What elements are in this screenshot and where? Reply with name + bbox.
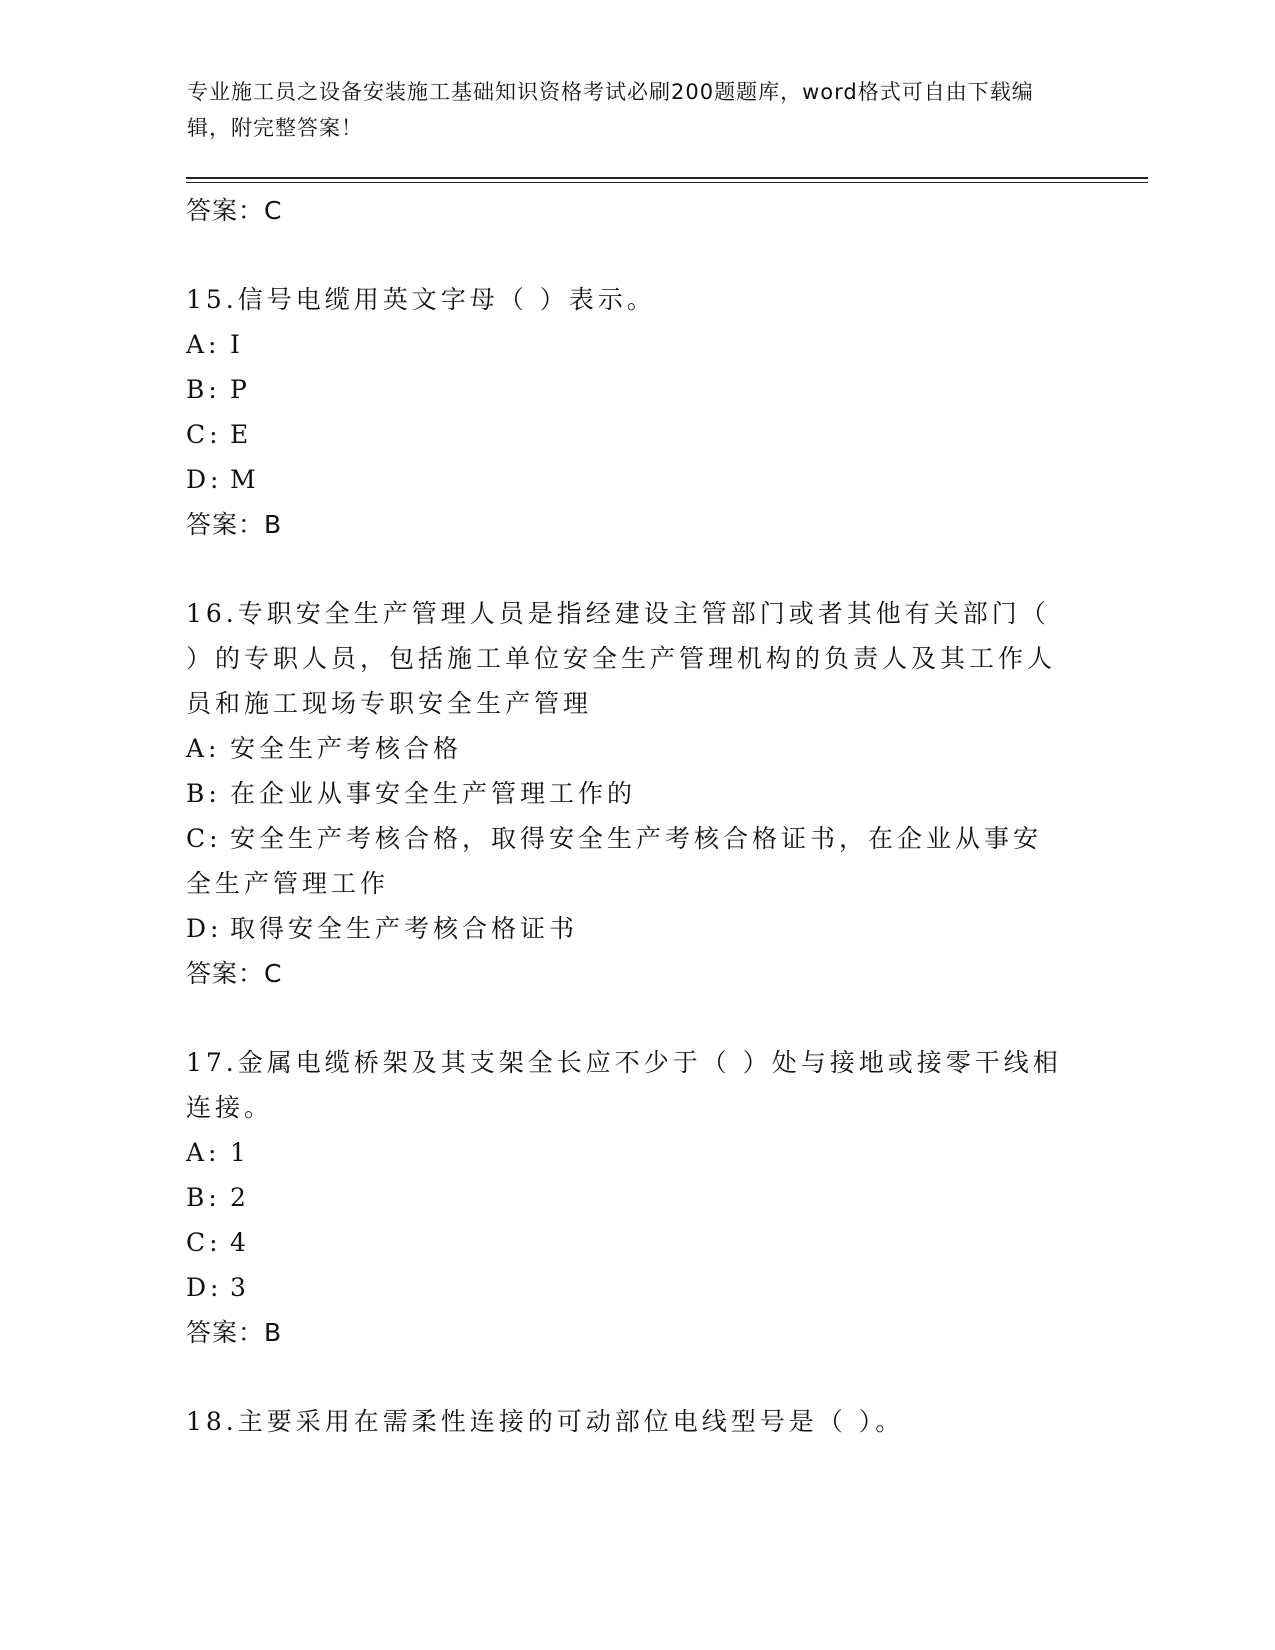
option-c [186,412,1066,457]
question-text: 17.金属电缆桥架及其支架全长应不少于（ ）处与接地或接零干线相连接。 [186,1048,1062,1122]
question-list [186,188,1086,1444]
question-block-15 [186,277,1086,547]
option-text: 2 [230,1183,250,1212]
option-text: E [230,420,253,449]
option-key: B: [186,1183,221,1212]
question-block-17 [186,1040,1086,1355]
option-d [186,457,1066,502]
option-key: B: [186,779,221,808]
option-key: D: [186,1273,223,1302]
answer-line: 答案：B [186,510,283,539]
option-a [186,1130,1066,1175]
spacer [186,233,1086,277]
page-header: 专业施工员之设备安装施工基础知识资格考试必刷200题题库，word格式可自由下载编辑，附完整答案！ [187,80,1034,140]
header-rule-thin [186,182,1148,183]
option-key: C: [186,824,222,853]
option-text: 取得安全生产考核合格证书 [230,914,579,943]
header-rule-thick [186,177,1148,179]
question-text: 16.专职安全生产管理人员是指经建设主管部门或者其他有关部门（ ）的专职人员，包括施工单位安全生产管理机构的负责人及其工作人员和施工现场专职安全生产管理 [186,599,1057,718]
option-c [186,1220,1066,1265]
question-text: 15.信号电缆用英文字母（ ）表示。 [186,285,656,314]
answer-line: 答案：C [186,959,283,988]
option-text: 安全生产考核合格 [230,734,463,763]
option-key: A: [186,734,221,763]
option-key: A: [186,330,221,359]
option-text: 3 [230,1273,250,1302]
option-b [186,367,1066,412]
option-text: 1 [230,1138,250,1167]
option-text: P [230,375,251,404]
option-text: 在企业从事安全生产管理工作的 [230,779,637,808]
option-text: M [230,465,260,494]
option-a [186,726,1066,771]
spacer [186,547,1086,591]
option-b [186,1175,1066,1220]
question-block-16 [186,591,1086,996]
option-key: C: [186,420,222,449]
option-key: A: [186,1138,221,1167]
spacer [186,1355,1086,1399]
spacer [186,996,1086,1040]
answer-line: 答案：B [186,1318,283,1347]
option-d [186,1265,1066,1310]
option-text: I [230,330,244,359]
question-block-18 [186,1399,1086,1444]
option-b [186,771,1066,816]
option-text: 安全生产考核合格，取得安全生产考核合格证书，在企业从事安全生产管理工作 [186,824,1043,898]
option-key: B: [186,375,221,404]
option-key: C: [186,1228,222,1257]
option-key: D: [186,465,223,494]
option-d [186,906,1066,951]
option-key: D: [186,914,223,943]
answer-line: 答案：C [186,196,283,225]
option-a [186,322,1066,367]
question-text: 18.主要采用在需柔性连接的可动部位电线型号是（ ）。 [186,1407,905,1436]
option-c [186,816,1066,906]
option-text: 4 [230,1228,250,1257]
